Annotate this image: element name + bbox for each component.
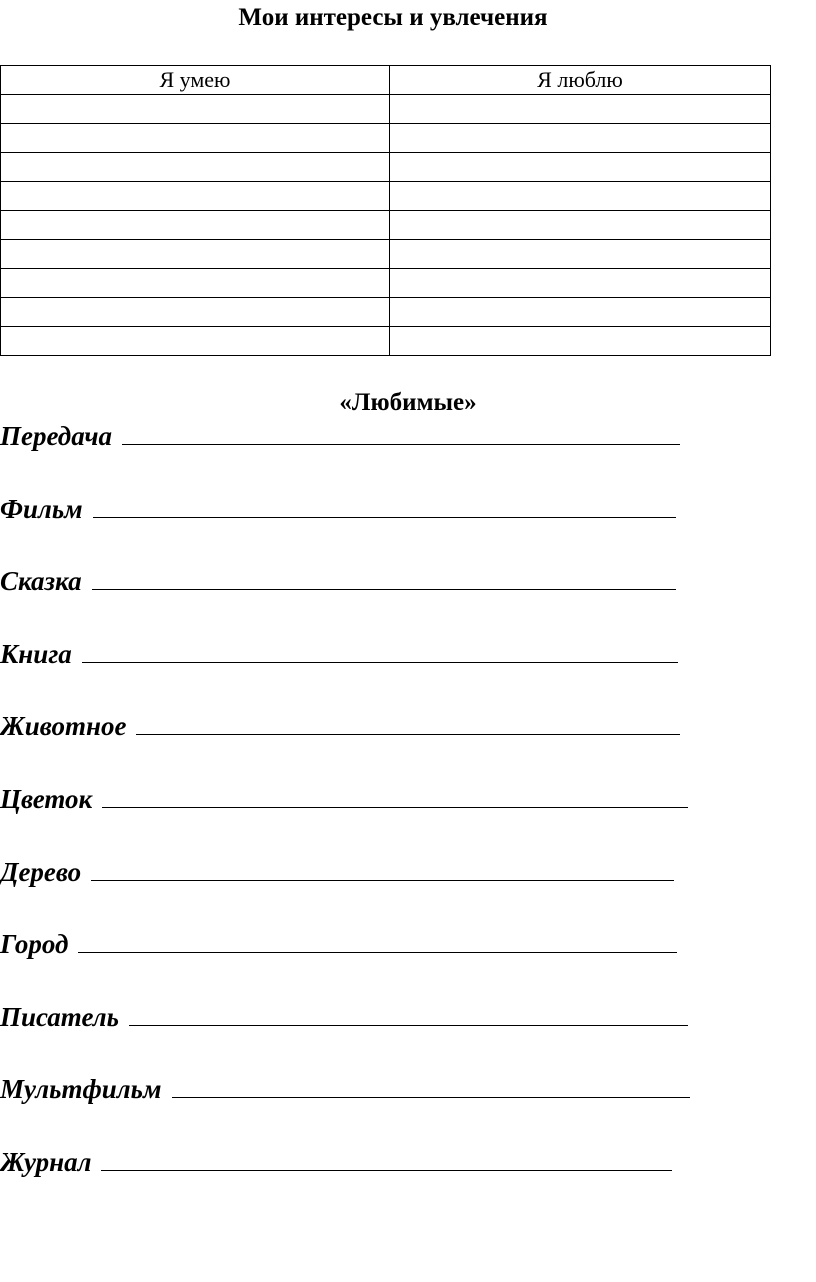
page-title: Мои интересы и увлечения xyxy=(238,4,548,31)
fill-in-line[interactable] xyxy=(93,495,676,518)
favorite-label: Мультфильм xyxy=(0,1074,162,1105)
cell-can[interactable] xyxy=(1,95,390,124)
cell-love[interactable] xyxy=(390,269,771,298)
fill-in-line[interactable] xyxy=(172,1075,690,1098)
table-row xyxy=(1,298,771,327)
favorites-title: «Любимые» xyxy=(339,389,477,416)
fill-in-line[interactable] xyxy=(91,858,674,881)
list-item xyxy=(0,854,816,927)
list-item xyxy=(0,418,816,491)
cell-can[interactable] xyxy=(1,240,390,269)
favorite-label: Передача xyxy=(0,421,113,451)
table-row xyxy=(1,269,771,298)
list-item xyxy=(0,926,816,999)
favorite-label: Журнал xyxy=(0,1146,92,1177)
table-row xyxy=(1,95,771,124)
table-row xyxy=(1,327,771,356)
list-item xyxy=(0,563,816,636)
cell-can[interactable] xyxy=(1,298,390,327)
fill-in-line[interactable] xyxy=(92,567,676,590)
cell-can[interactable] xyxy=(1,327,390,356)
favorite-label: Писатель xyxy=(0,1001,119,1032)
fill-in-line[interactable] xyxy=(82,640,678,663)
favorite-label: Цветок xyxy=(0,783,93,814)
list-item xyxy=(0,636,816,709)
cell-can[interactable] xyxy=(1,124,390,153)
interests-table xyxy=(0,65,771,356)
table-header-row xyxy=(1,66,771,95)
cell-love[interactable] xyxy=(390,211,771,240)
list-item xyxy=(0,1071,816,1144)
fill-in-line[interactable] xyxy=(78,930,677,953)
list-item xyxy=(0,781,816,854)
cell-love[interactable] xyxy=(390,124,771,153)
cell-can[interactable] xyxy=(1,182,390,211)
table-row xyxy=(1,211,771,240)
favorite-label: Дерево xyxy=(0,856,82,887)
cell-love[interactable] xyxy=(390,298,771,327)
table-row xyxy=(1,240,771,269)
cell-love[interactable] xyxy=(390,153,771,182)
favorite-label: Сказка xyxy=(0,566,82,597)
cell-love[interactable] xyxy=(390,95,771,124)
favorite-label: Фильм xyxy=(0,493,83,524)
favorite-label: Город xyxy=(0,929,69,960)
list-item xyxy=(0,708,816,781)
favorite-label: Книга xyxy=(0,638,72,669)
fill-in-line[interactable] xyxy=(136,712,680,735)
favorite-label: Животное xyxy=(0,711,127,742)
cell-love[interactable] xyxy=(390,327,771,356)
list-item xyxy=(0,491,816,564)
column-header-can: Я умею xyxy=(1,66,390,95)
fill-in-line[interactable] xyxy=(101,1148,672,1171)
cell-can[interactable] xyxy=(1,153,390,182)
favorites-list xyxy=(0,418,816,1217)
fill-in-line[interactable] xyxy=(122,422,680,445)
cell-can[interactable] xyxy=(1,269,390,298)
fill-in-line[interactable] xyxy=(102,785,688,808)
cell-love[interactable] xyxy=(390,240,771,269)
column-header-love: Я люблю xyxy=(390,66,771,95)
table-row xyxy=(1,182,771,211)
fill-in-line[interactable] xyxy=(129,1003,688,1026)
cell-love[interactable] xyxy=(390,182,771,211)
table-row xyxy=(1,153,771,182)
list-item xyxy=(0,1144,816,1217)
cell-can[interactable] xyxy=(1,211,390,240)
list-item xyxy=(0,999,816,1072)
table-row xyxy=(1,124,771,153)
